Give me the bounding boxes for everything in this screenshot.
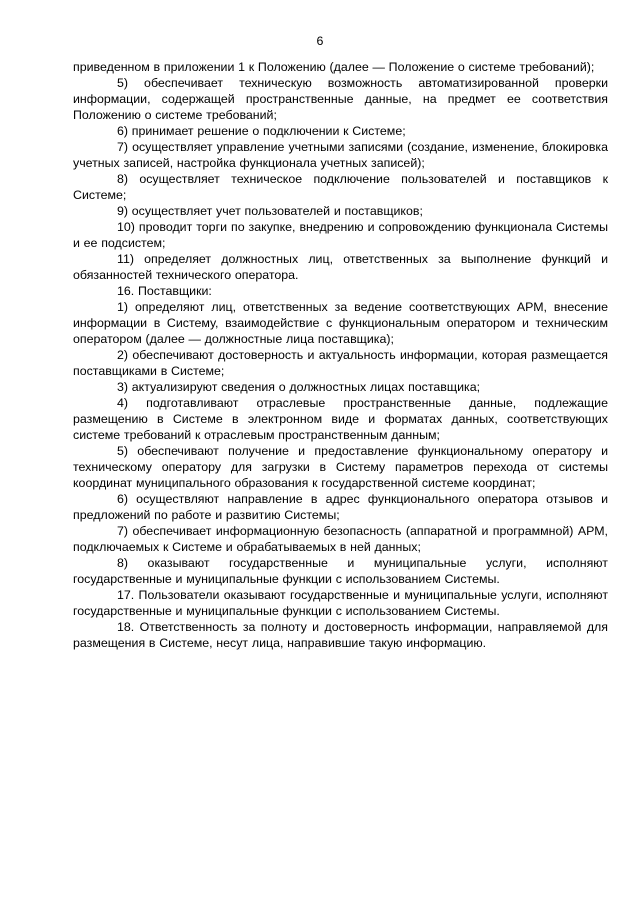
paragraph-item-5-tech-check: 5) обеспечивает техническую возможность автоматизированной проверки информации, содержащей пространственные данные, на предмет ее соответствия Положению о системе требований; xyxy=(73,76,608,122)
paragraph-16-item-4: 4) подготавливают отраслевые пространственные данные, подлежащие размещению в Системе в электронном виде и форматах данных, соответствующих системе требований к отраслевым пространственным данным; xyxy=(73,396,608,442)
paragraph-item-6-connection-decision: 6) принимает решение о подключении к Системе; xyxy=(117,124,406,138)
page-number: 6 xyxy=(316,34,324,48)
paragraph-item-7-account-management: 7) осуществляет управление учетными записями (создание, изменение, блокировка учетных записей, настройка функционала учетных записей); xyxy=(73,140,608,170)
paragraph-16-item-7: 7) обеспечивает информационную безопасность (аппаратной и программной) АРМ, подключаемых к Системе и обрабатываемых в ней данных; xyxy=(73,524,608,554)
section-16-heading: 16. Поставщики: xyxy=(117,284,212,298)
paragraph-16-item-2: 2) обеспечивают достоверность и актуальность информации, которая размещается поставщиками в Системе; xyxy=(73,348,608,378)
paragraph-16-item-5: 5) обеспечивают получение и предоставление функциональному оператору и техническому оператору для загрузки в Систему параметров перехода от системы координат муниципального образования к государственной системе координат; xyxy=(73,444,608,490)
paragraph-item-11-officials: 11) определяет должностных лиц, ответственных за выполнение функций и обязанностей технического оператора. xyxy=(73,252,608,282)
section-17: 17. Пользователи оказывают государственные и муниципальные услуги, исполняют государственные и муниципальные функции с использованием Системы. xyxy=(73,588,608,618)
document-body xyxy=(73,59,608,651)
paragraph-continuation: приведенном в приложении 1 к Положению (далее — Положение о системе требований); xyxy=(73,60,595,74)
paragraph-16-item-3: 3) актуализируют сведения о должностных лицах поставщика; xyxy=(117,380,481,394)
paragraph-16-item-1: 1) определяют лиц, ответственных за ведение соответствующих АРМ, внесение информации в Систему, взаимодействие с функциональным оператором и техническим оператором (далее — должностные лица поставщика); xyxy=(73,300,608,346)
section-18: 18. Ответственность за полноту и достоверность информации, направляемой для размещения в Системе, несут лица, направившие такую информацию. xyxy=(73,620,608,650)
paragraph-16-item-8: 8) оказывают государственные и муниципальные услуги, исполняют государственные и муниципальные функции с использованием Системы. xyxy=(73,556,608,586)
paragraph-item-10-procurement: 10) проводит торги по закупке, внедрению и сопровождению функционала Системы и ее подсистем; xyxy=(73,220,608,250)
paragraph-item-9-user-accounting: 9) осуществляет учет пользователей и поставщиков; xyxy=(117,204,423,218)
paragraph-16-item-6: 6) осуществляют направление в адрес функционального оператора отзывов и предложений по работе и развитию Системы; xyxy=(73,492,608,522)
paragraph-item-8-technical-connection: 8) осуществляет техническое подключение пользователей и поставщиков к Системе; xyxy=(73,172,608,202)
